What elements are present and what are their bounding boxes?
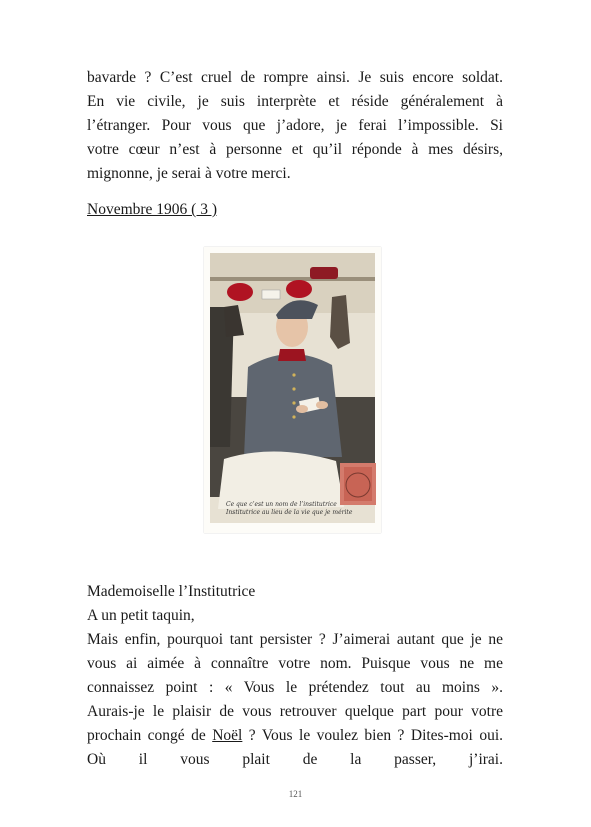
postcard-image (204, 247, 381, 533)
text-line: En vie civile, je suis interprète et réside généralement à (87, 93, 503, 110)
text-fragment: prochain congé de (87, 727, 213, 744)
text-line: Mademoiselle l’Institutrice (87, 583, 256, 600)
caption-line: Institutrice au lieu de la vie que je mérite (226, 509, 353, 516)
postcard-photo (204, 247, 381, 533)
text-line: bavarde ? C’est cruel de rompre ainsi. Je suis encore soldat. (87, 69, 503, 86)
text-line: l’étranger. Pour vous que j’adore, je ferai l’impossible. Si (87, 117, 503, 134)
text-line: Aurais-je le plaisir de vous retrouver quelque part pour votre (87, 703, 503, 720)
text-line: Mais enfin, pourquoi tant persister ? J’aimerai autant que je ne (87, 631, 503, 648)
postcard-caption (226, 501, 376, 517)
text-line: mignonne, je serai à votre merci. (87, 165, 291, 182)
text-line: vous ai aimée à connaître votre nom. Puisque vous ne me (87, 655, 503, 672)
underlined-word: Noël (212, 727, 243, 744)
text-line: A un petit taquin, (87, 607, 195, 624)
paragraph-letter-reply (87, 580, 503, 772)
text-line (87, 724, 503, 748)
paragraph-letter-end (87, 66, 503, 186)
text-line: connaissez point : « Vous le prétendez tout au moins ». (87, 679, 503, 696)
text-fragment: ? Vous le voulez bien ? Dites-moi oui. (242, 727, 503, 744)
date-heading: Novembre 1906 ( 3 ) (87, 201, 217, 218)
text-line: Où il vous plait de la passer, j’irai. (87, 751, 503, 768)
page-number: 121 (288, 789, 303, 799)
caption-line: Ce que c’est un nom de l’institutrice (226, 501, 337, 508)
text-line: votre cœur n’est à personne et qu’il réponde à mes désirs, (87, 141, 503, 158)
